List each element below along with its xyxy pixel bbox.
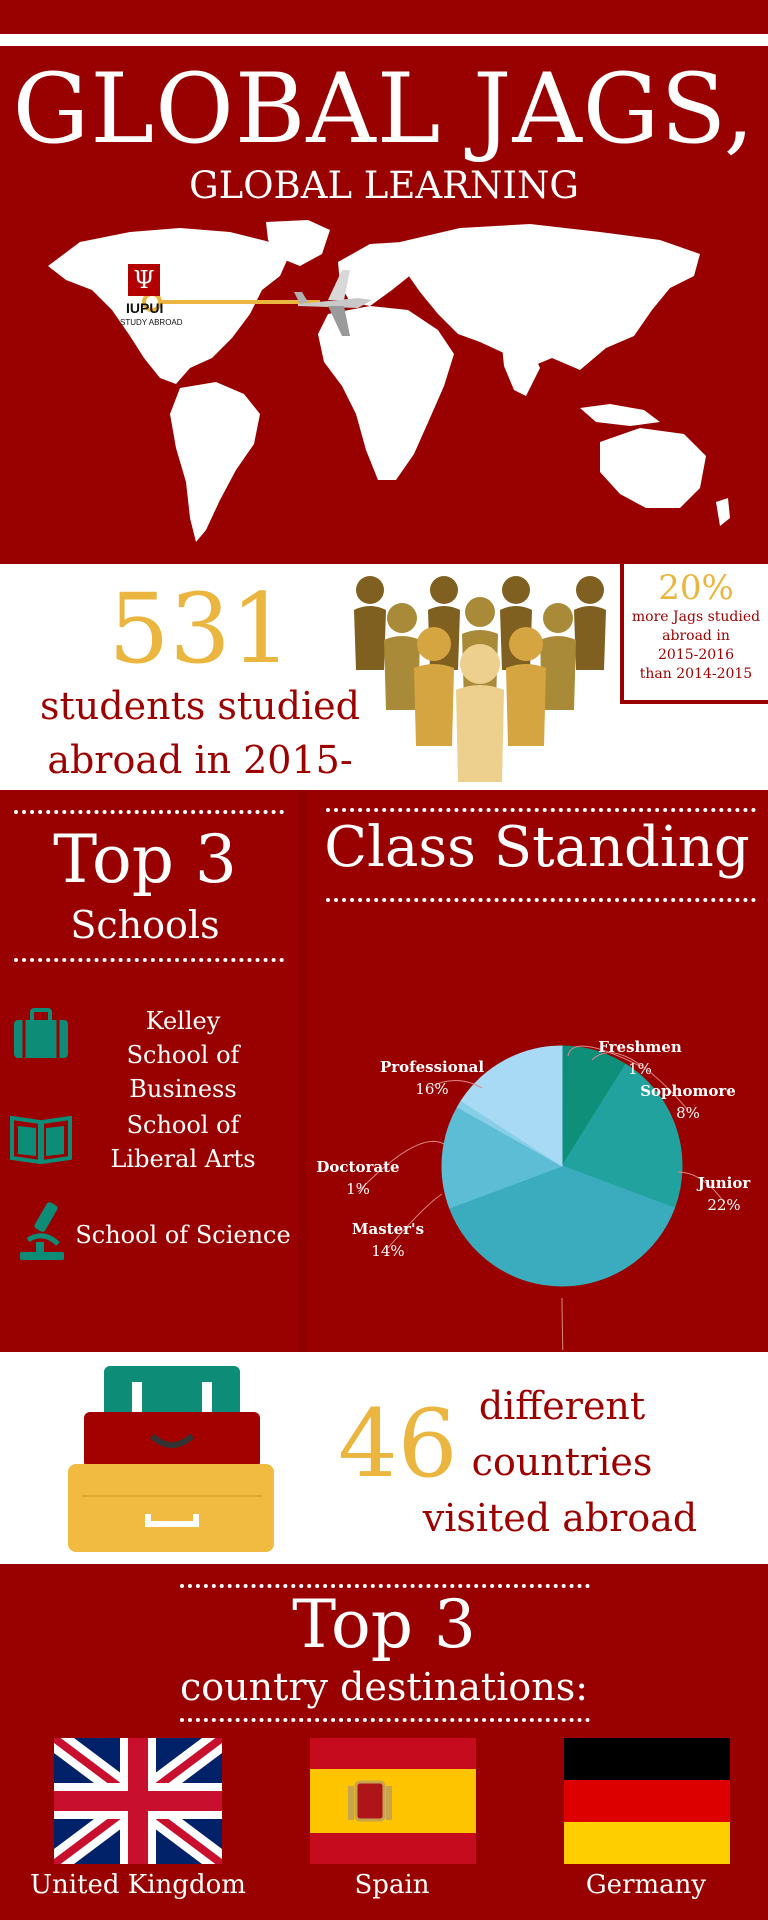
slice-value-junior: 22% — [707, 1196, 741, 1214]
suitcases-icon — [68, 1364, 278, 1554]
iupui-logo — [128, 264, 160, 296]
destinations-subtitle: country destinations: — [179, 1665, 589, 1709]
microscope-icon — [14, 1200, 70, 1264]
indonesia-shape — [580, 404, 660, 426]
south-america-shape — [170, 382, 260, 542]
school-1-line2: School of Business — [126, 1041, 240, 1103]
destination-germany-label: Germany — [585, 1870, 707, 1900]
north-america-shape — [48, 228, 288, 384]
uk-flag-icon — [54, 1738, 222, 1864]
crowd-icon — [350, 570, 610, 782]
schools-dots-top — [14, 810, 284, 814]
students-caption-line2: abroad in 2015- — [47, 738, 353, 782]
increase-line3: 2015-2016 — [658, 647, 734, 663]
slice-label-doctorate: Doctorate — [316, 1158, 400, 1176]
class-standing-panel — [306, 790, 768, 1352]
logo-text-main: IUPUI — [126, 300, 164, 316]
briefcase-icon — [12, 1008, 70, 1060]
slice-label-junior: Junior — [697, 1174, 751, 1192]
destination-uk-label: United Kingdom — [30, 1870, 246, 1900]
slice-value-masters: 14% — [371, 1242, 405, 1260]
logo-text-sub: STUDY ABROAD — [120, 318, 183, 327]
page-title: GLOBAL JAGS, — [12, 53, 756, 165]
schools-subtitle: Schools — [70, 903, 220, 947]
chart-title: Class Standing — [324, 815, 750, 880]
increase-line4: than 2014-2015 — [639, 666, 753, 682]
countries-line2: countries — [471, 1440, 653, 1484]
schools-dots-bottom — [14, 958, 284, 962]
australia-shape — [600, 428, 706, 508]
slice-value-freshmen: 1% — [628, 1060, 652, 1078]
slice-label-professional: Professional — [379, 1058, 485, 1076]
book-icon — [10, 1112, 72, 1164]
stats-section — [0, 564, 768, 790]
africa-shape — [318, 306, 454, 480]
slice-value-sophomore: 8% — [676, 1104, 700, 1122]
school-3-line1: School of Science — [75, 1221, 291, 1249]
slice-value-professional: 16% — [415, 1080, 449, 1098]
countries-section — [0, 1352, 768, 1564]
destinations-section — [0, 1564, 768, 1920]
increase-percent: 20% — [658, 568, 734, 608]
schools-panel — [0, 790, 298, 1352]
chart-dots-bottom — [326, 898, 756, 902]
germany-flag-icon — [564, 1738, 730, 1864]
increase-box — [620, 564, 768, 704]
increase-line2: abroad in — [662, 628, 730, 644]
chart-dots-top — [326, 808, 756, 812]
trident-icon: Ψ — [133, 266, 155, 294]
new-zealand-shape — [716, 498, 730, 526]
students-caption-line1: students studied — [40, 684, 360, 728]
countries-line1: different — [478, 1384, 646, 1428]
top-divider — [0, 34, 768, 46]
spain-flag-icon — [310, 1738, 476, 1864]
destinations-title: Top 3 — [292, 1586, 476, 1663]
school-2-line2: Liberal Arts — [110, 1145, 256, 1173]
slice-label-sophomore: Sophomore — [640, 1082, 736, 1100]
destination-spain-label: Spain — [354, 1870, 430, 1900]
school-1-line1: Kelley — [145, 1007, 221, 1035]
leader-line-senior — [562, 1298, 564, 1350]
top-strip — [0, 0, 768, 34]
destinations-dots-bottom — [180, 1718, 590, 1722]
increase-line1: more Jags studied — [631, 609, 761, 625]
school-2-line1: School of — [126, 1111, 240, 1139]
students-count: 531 — [108, 573, 292, 685]
countries-line3: visited abroad — [422, 1496, 698, 1540]
page-subtitle: GLOBAL LEARNING — [189, 164, 579, 207]
slice-label-masters: Master's — [351, 1220, 425, 1238]
slice-label-freshmen: Freshmen — [598, 1038, 682, 1056]
pie-chart — [306, 910, 768, 1350]
slice-value-doctorate: 1% — [346, 1180, 370, 1198]
countries-number: 46 — [338, 1390, 458, 1499]
header-section — [0, 46, 768, 564]
schools-title: Top 3 — [53, 821, 237, 898]
